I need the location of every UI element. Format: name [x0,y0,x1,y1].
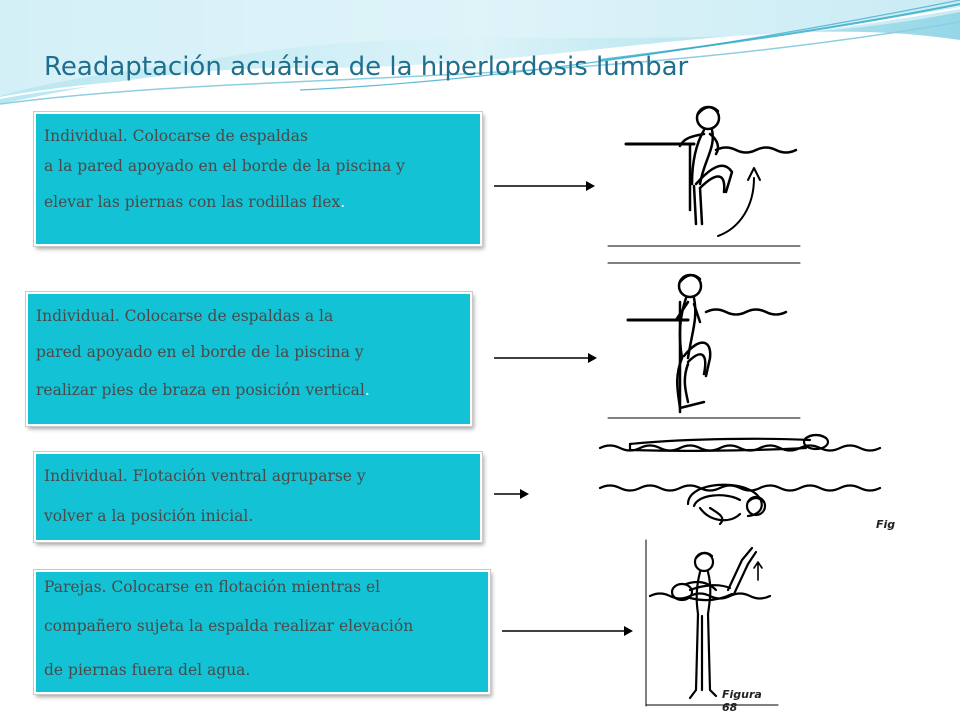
card-text-line: Individual. Colocarse de espaldas [44,127,308,145]
card-trailing-dot: . [340,193,346,211]
exercise-card-2 [26,292,472,426]
exercise-figure-3 [570,424,896,536]
exercise-card-3 [34,452,482,542]
card-text-line: volver a la posición inicial. [44,507,254,525]
card-text-line: compañero sujeta la espalda realizar elevación [44,617,414,635]
arrow-right-icon [494,352,598,364]
card-text-line: realizar pies de braza en posición vertical. [36,381,370,399]
card-trailing-dot: . [364,381,370,399]
card-text-line: pared apoyado en el borde de la piscina y [36,343,364,361]
card-text-line: elevar las piernas con las rodillas flex. [44,193,346,211]
card-text-line: a la pared apoyado en el borde de la piscina y [44,157,405,175]
card-text-line: Individual. Colocarse de espaldas a la [36,307,334,325]
card-text-line: Parejas. Colocarse en flotación mientras el [44,578,381,596]
arrow-right-icon [494,180,596,192]
exercise-figure-1 [608,88,800,248]
card-text-line: Individual. Flotación ventral agruparse y [44,467,366,485]
arrow-right-icon [502,625,634,637]
figure-label: Figura 68 [722,688,762,714]
exercise-figure-2 [608,262,800,420]
card-text-line: de piernas fuera del agua. [44,661,251,679]
page-title: Readaptación acuática de la hiperlordosis lumbar [44,52,689,82]
arrow-right-icon [494,488,530,500]
exercise-figure-4 [646,540,778,714]
figure-label: Fig [876,518,896,531]
exercise-card-4 [34,570,490,694]
exercise-card-1 [34,112,482,246]
